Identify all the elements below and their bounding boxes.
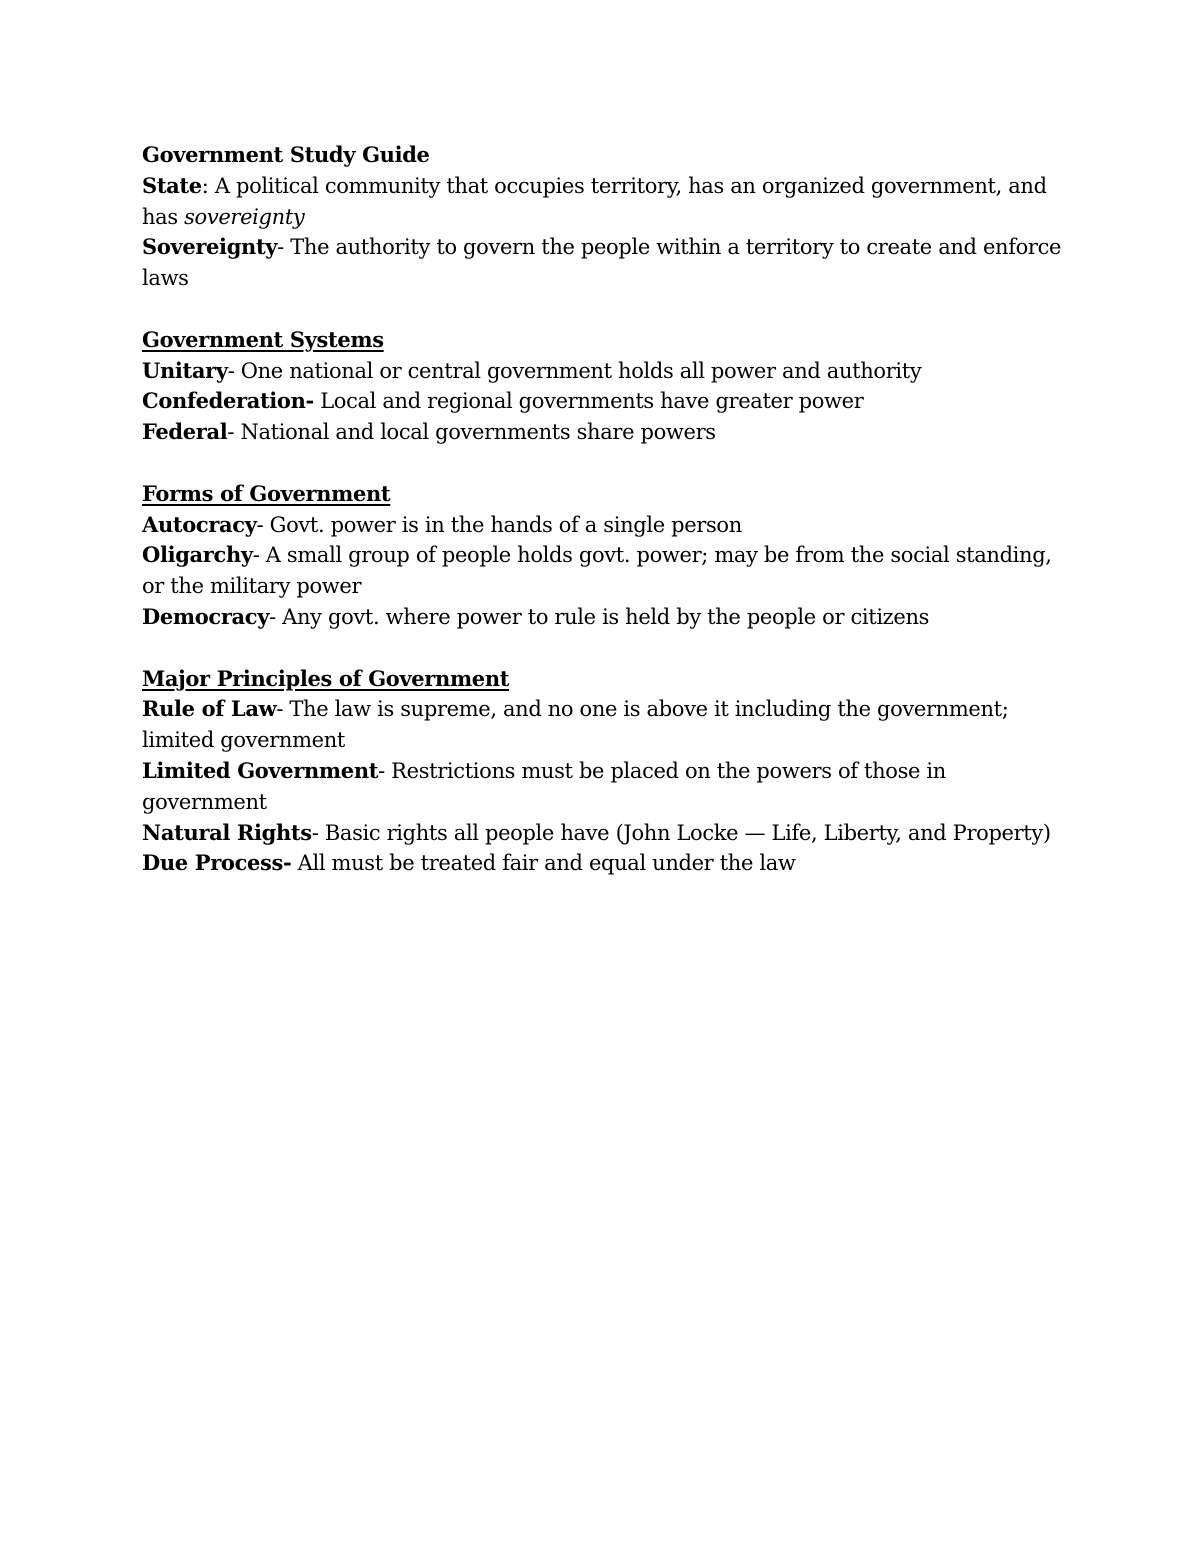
- definition-term: Federal: [142, 419, 228, 445]
- definition-term: Sovereignty: [142, 234, 278, 260]
- definition-federal: [142, 417, 1072, 448]
- definition-text: A small group of people holds govt. power; may be from the social standing, or the military power: [142, 543, 1052, 599]
- definition-term: Rule of Law: [142, 696, 277, 722]
- section-heading-forms-of-government: Forms of Government: [142, 480, 391, 506]
- spacer: [142, 633, 1072, 664]
- section-heading-government-systems: Government Systems: [142, 326, 384, 352]
- definition-term: Natural Rights: [142, 819, 312, 845]
- definition-term: State: [142, 172, 202, 198]
- definition-text: All must be treated fair and equal under the law: [291, 851, 796, 876]
- definition-text: Any govt. where power to rule is held by the people or citizens: [275, 604, 930, 629]
- definition-confederation: [142, 386, 1072, 417]
- definition-separator: -: [252, 543, 260, 568]
- section-heading-major-principles: Major Principles of Government: [142, 665, 510, 691]
- definition-text: Govt. power is in the hands of a single person: [263, 512, 742, 537]
- definition-separator: -: [378, 758, 385, 783]
- definition-text: Local and regional governments have greater power: [313, 389, 864, 414]
- definition-separator: -: [227, 358, 235, 383]
- definition-text: Basic rights all people have (John Locke — Life, Liberty, and Property): [318, 820, 1051, 845]
- spacer: [142, 448, 1072, 479]
- definition-oligarchy: [142, 540, 1072, 602]
- definition-text: One national or central government holds all power and authority: [234, 358, 922, 383]
- definition-term: Unitary: [142, 357, 228, 383]
- definition-democracy: [142, 602, 1072, 633]
- definition-term: Limited Government: [142, 757, 379, 783]
- definition-separator: -: [269, 604, 276, 629]
- definition-limited-government: [142, 756, 1072, 818]
- definition-text: The law is supreme, and no one is above it including the government; limited government: [142, 697, 1009, 753]
- definition-text: A political community that occupies territory, has an organized government, and has: [142, 173, 1047, 229]
- definition-term: Confederation-: [142, 388, 314, 414]
- document-title: Government Study Guide: [142, 142, 430, 167]
- definition-term: Due Process-: [142, 850, 292, 876]
- definition-separator: -: [311, 820, 319, 845]
- study-guide-content: [142, 140, 1072, 879]
- definition-separator: -: [276, 697, 284, 722]
- definition-autocracy: [142, 510, 1072, 541]
- definition-term: Autocracy: [142, 511, 257, 537]
- definition-text: Restrictions must be placed on the powers of those in government: [142, 758, 946, 814]
- definition-separator: -: [277, 235, 284, 260]
- definition-due-process: [142, 848, 1072, 879]
- definition-term: Oligarchy: [142, 542, 253, 568]
- spacer: [142, 294, 1072, 325]
- definition-state: [142, 171, 1072, 233]
- definition-separator: -: [256, 512, 264, 537]
- definition-rule-of-law: [142, 694, 1072, 756]
- definition-unitary: [142, 356, 1072, 387]
- definition-separator: :: [201, 173, 209, 198]
- definition-term: Democracy: [142, 603, 270, 629]
- definition-natural-rights: [142, 818, 1072, 849]
- definition-emphasis: sovereignty: [184, 204, 305, 229]
- definition-text: National and local governments share powers: [234, 420, 716, 445]
- definition-separator: -: [227, 420, 235, 445]
- definition-text: The authority to govern the people within a territory to create and enforce laws: [142, 235, 1062, 291]
- definition-sovereignty: [142, 232, 1072, 294]
